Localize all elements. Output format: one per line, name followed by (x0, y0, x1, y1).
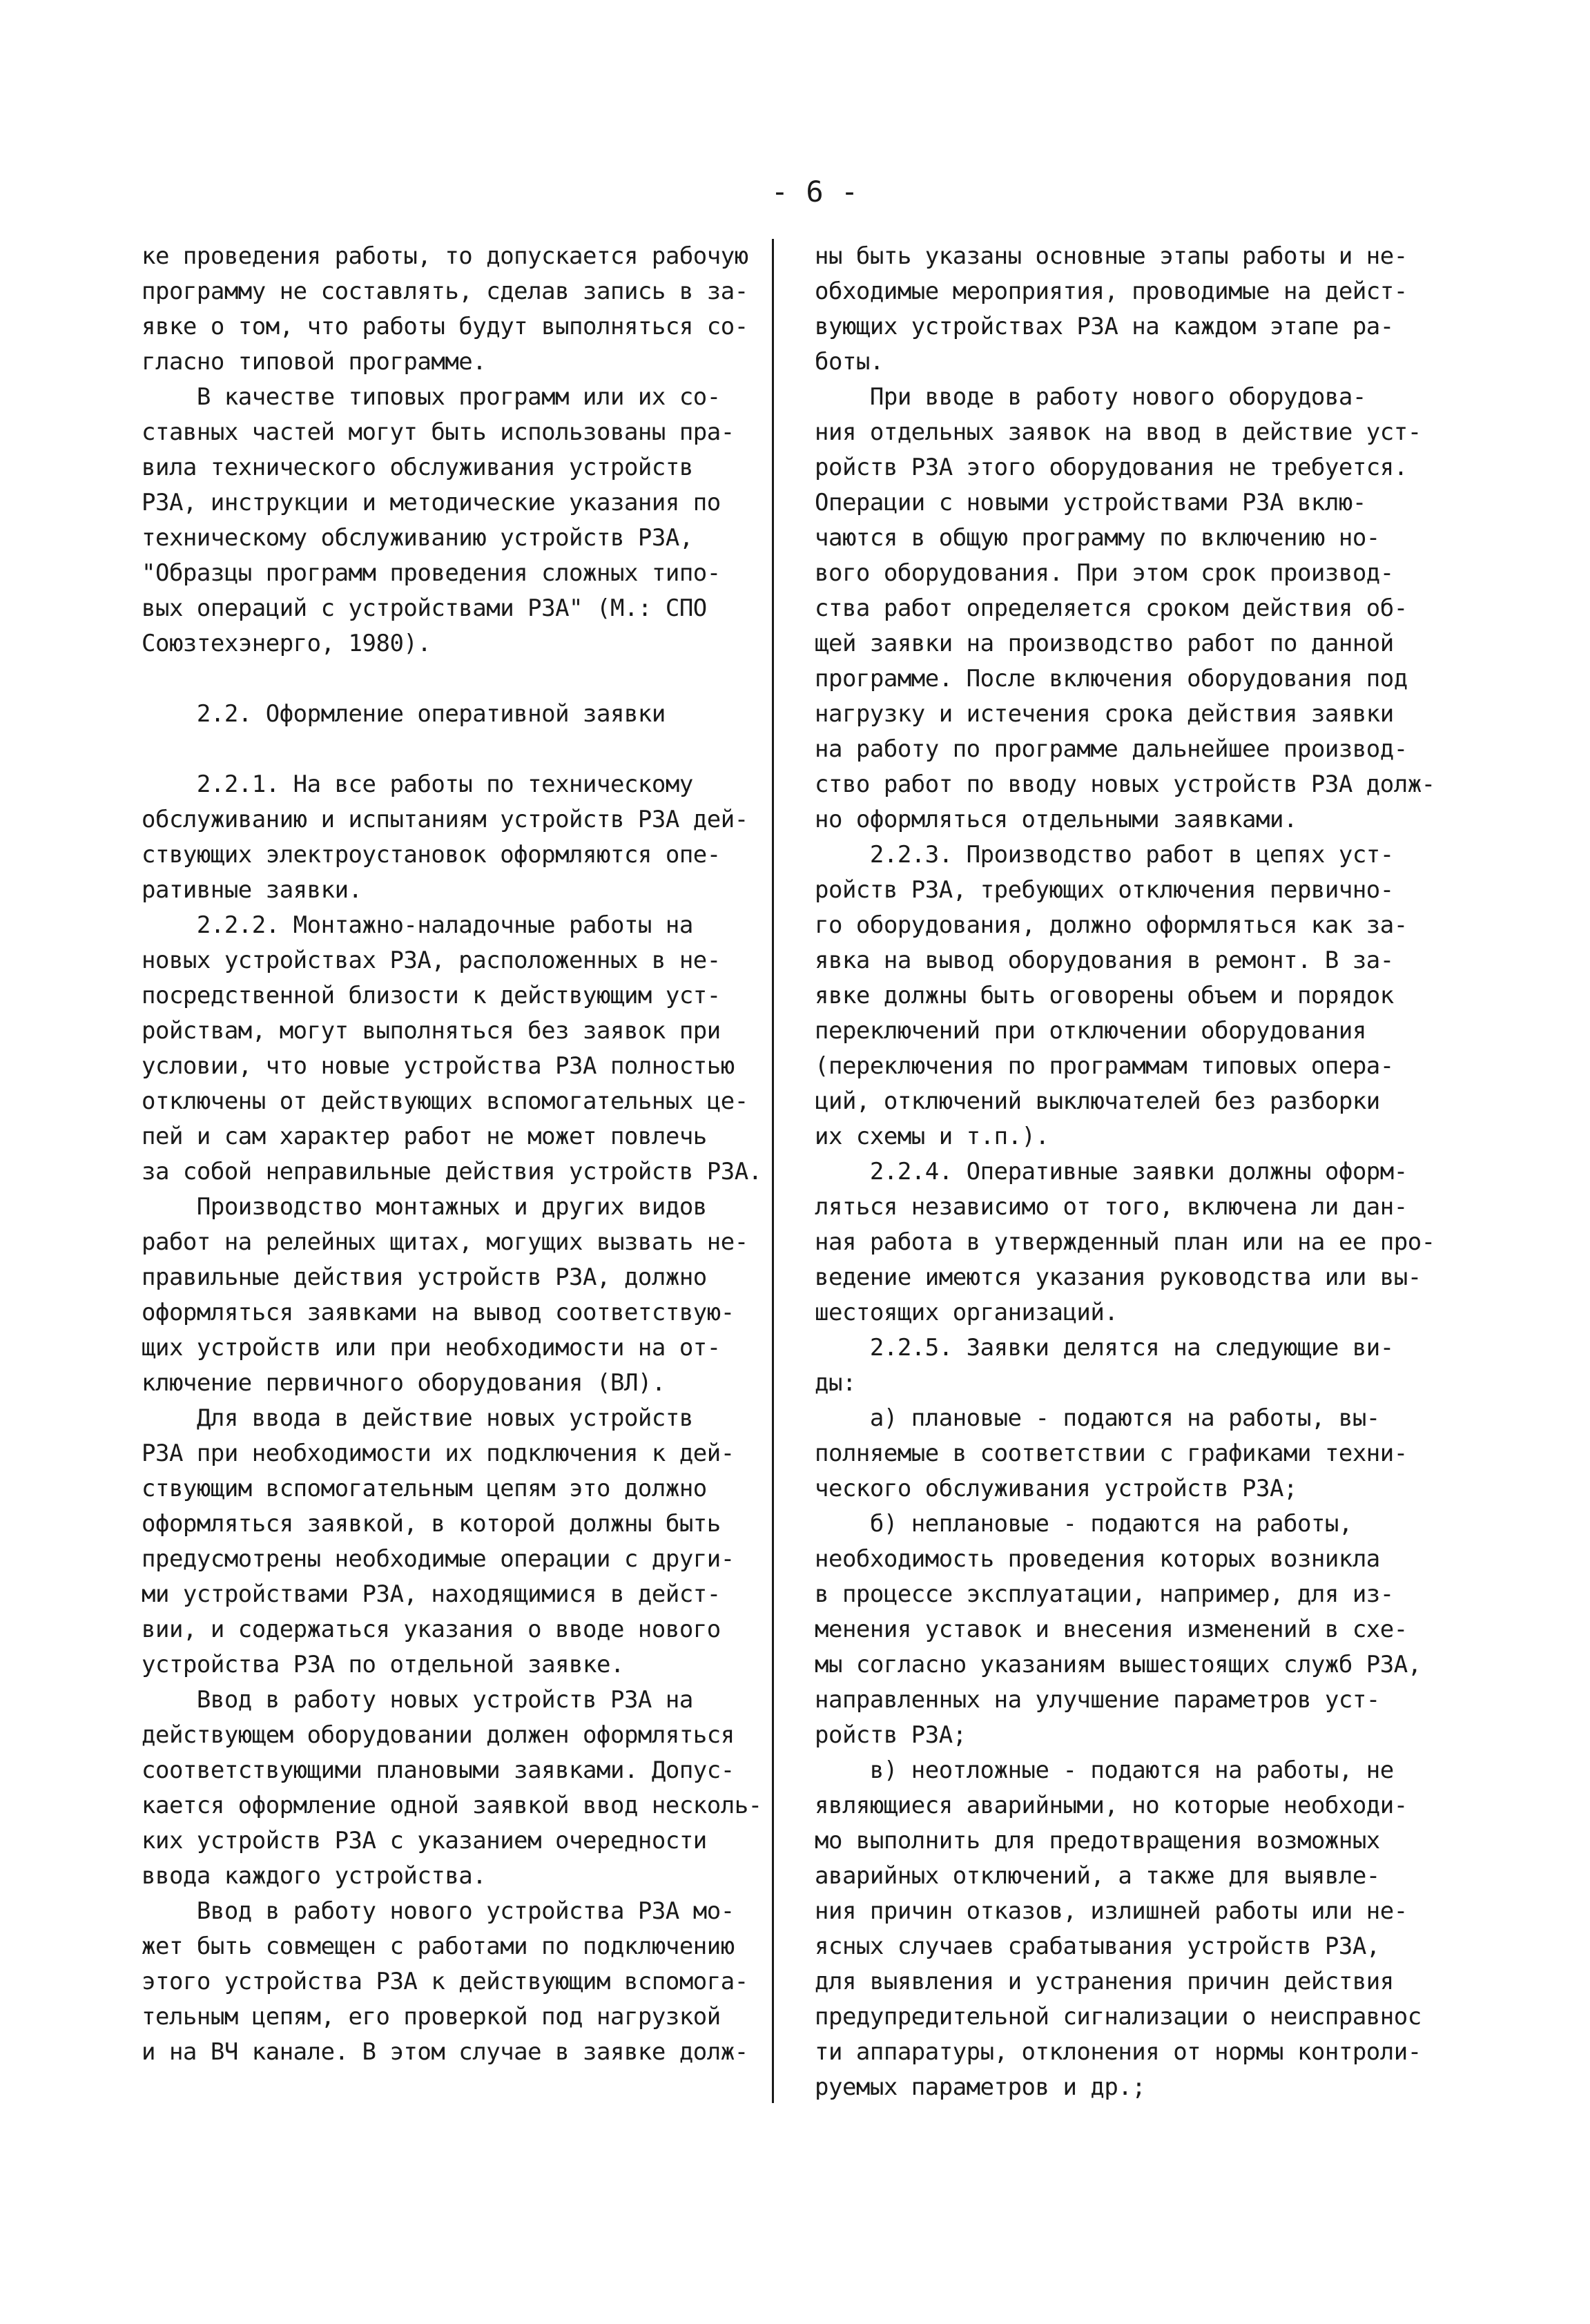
text-line: предупредительной сигнализации о неисправнос (815, 2003, 1422, 2031)
text-line: ций, отключений выключателей без разборки (815, 1087, 1380, 1115)
text-line: ройств РЗА, требующих отключения первично- (815, 876, 1394, 904)
text-line: пей и сам характер работ не может повлечь (142, 1123, 707, 1150)
text-line: направленных на улучшение параметров уст- (815, 1686, 1380, 1714)
text-line: обходимые мероприятия, проводимые на дейст- (815, 278, 1408, 305)
text-line: работ на релейных щитах, могущих вызвать не- (142, 1228, 748, 1256)
text-line: нагрузку и истечения срока действия заявки (815, 700, 1394, 728)
text-line: ративные заявки. (142, 876, 362, 904)
text-line: Операции с новыми устройствами РЗА вклю- (815, 489, 1366, 516)
text-line: ная работа в утвержденный план или на ее про- (815, 1228, 1435, 1256)
text-line: чаются в общую программу по включению но- (815, 524, 1380, 552)
text-line: гласно типовой программе. (142, 348, 487, 376)
text-line: 2.2.1. На все работы по техническому (142, 771, 693, 798)
text-line: кается оформление одной заявкой ввод несколь- (142, 1792, 762, 1819)
text-line: 2.2.2. Монтажно-наладочные работы на (142, 911, 693, 939)
text-line: ти аппаратуры, отклонения от нормы контроли- (815, 2038, 1422, 2066)
text-line: го оборудования, должно оформляться как за- (815, 911, 1408, 939)
text-line: новых устройствах РЗА, расположенных в не- (142, 947, 721, 974)
text-line: действующем оборудовании должен оформляться (142, 1721, 735, 1749)
text-line: аварийных отключений, а также для выявле- (815, 1862, 1380, 1890)
text-line: В качестве типовых программ или их со- (142, 383, 721, 411)
text-line: оформляться заявками на вывод соответствую- (142, 1299, 735, 1326)
text-line: необходимость проведения которых возникла (815, 1545, 1380, 1573)
text-line: менения уставок и внесения изменений в схе- (815, 1616, 1408, 1643)
text-line: в процессе эксплуатации, например, для из- (815, 1580, 1394, 1608)
text-line: ды: (815, 1369, 856, 1397)
text-line: РЗА, инструкции и методические указания по (142, 489, 721, 516)
text-line: отключены от действующих вспомогательных це- (142, 1087, 748, 1115)
text-line: явка на вывод оборудования в ремонт. В за- (815, 947, 1394, 974)
text-line: 2.2.3. Производство работ в цепях уст- (815, 841, 1394, 869)
text-line: переключений при отключении оборудования (815, 1017, 1366, 1045)
text-line: их схемы и т.п.). (815, 1123, 1049, 1150)
text-line: оформляться заявкой, в которой должны быть (142, 1510, 721, 1538)
text-line: ства работ определяется сроком действия об- (815, 594, 1408, 622)
text-line: ствующим вспомогательным цепям это должно (142, 1475, 707, 1502)
text-line: ческого обслуживания устройств РЗА; (815, 1475, 1297, 1502)
text-line: явке о том, что работы будут выполняться со- (142, 313, 748, 340)
text-line: ройств РЗА этого оборудования не требуется. (815, 454, 1408, 481)
text-line: мы согласно указаниям вышестоящих служб РЗА, (815, 1651, 1422, 1678)
text-line: соответствующими плановыми заявками. Допус- (142, 1756, 735, 1784)
text-line: обслуживанию и испытаниям устройств РЗА дей- (142, 806, 748, 833)
text-line: б) неплановые - подаются на работы, (815, 1510, 1353, 1538)
text-line: шестоящих организаций. (815, 1299, 1118, 1326)
text-line: "Образцы программ проведения сложных типо- (142, 559, 721, 587)
text-line: ство работ по вводу новых устройств РЗА долж- (815, 771, 1435, 798)
text-line: но оформляться отдельными заявками. (815, 806, 1297, 833)
text-line: ключение первичного оборудования (ВЛ). (142, 1369, 666, 1397)
text-line: жет быть совмещен с работами по подключению (142, 1933, 735, 1960)
left-column (142, 239, 763, 2070)
text-line: ствующих электроустановок оформляются опе- (142, 841, 721, 869)
page-number: - 6 - (770, 175, 859, 209)
text-line: руемых параметров и др.; (815, 2073, 1146, 2101)
text-line: щей заявки на производство работ по данной (815, 630, 1394, 657)
text-line: ввода каждого устройства. (142, 1862, 487, 1890)
text-line: Ввод в работу нового устройства РЗА мо- (142, 1897, 735, 1925)
text-line: вого оборудования. При этом срок производ- (815, 559, 1394, 587)
text-line: в) неотложные - подаются на работы, не (815, 1756, 1394, 1784)
text-line: предусмотрены необходимые операции с други- (142, 1545, 735, 1573)
text-line: вых операций с устройствами РЗА" (М.: СПО (142, 594, 707, 622)
text-line: явке должны быть оговорены объем и порядок (815, 982, 1394, 1009)
text-line: При вводе в работу нового оборудова- (815, 383, 1366, 411)
text-line: ния причин отказов, излишней работы или не- (815, 1897, 1408, 1925)
text-line: 2.2. Оформление оперативной заявки (142, 700, 666, 728)
text-line: боты. (815, 348, 884, 376)
text-line: вии, и содержаться указания о вводе нового (142, 1616, 721, 1643)
text-line: 2.2.4. Оперативные заявки должны оформ- (815, 1158, 1408, 1185)
text-line: ния отдельных заявок на ввод в действие уст- (815, 418, 1422, 446)
text-line: щих устройств или при необходимости на от- (142, 1334, 721, 1362)
text-line: мо выполнить для предотвращения возможных (815, 1827, 1380, 1855)
text-line: (переключения по программам типовых опера- (815, 1052, 1394, 1080)
text-line: устройства РЗА по отдельной заявке. (142, 1651, 624, 1678)
text-line: Союзтехэнерго, 1980). (142, 630, 432, 657)
text-line: ставных частей могут быть использованы пра- (142, 418, 735, 446)
text-line: Производство монтажных и других видов (142, 1193, 707, 1221)
text-line: за собой неправильные действия устройств РЗА. (142, 1158, 762, 1185)
text-line: ке проведения работы, то допускается рабочую (142, 242, 748, 270)
text-line (142, 732, 763, 767)
text-line: а) плановые - подаются на работы, вы- (815, 1404, 1380, 1432)
text-line: Для ввода в действие новых устройств (142, 1404, 693, 1432)
column-divider (772, 239, 774, 2103)
text-line: являющиеся аварийными, но которые необходи- (815, 1792, 1408, 1819)
text-line: ких устройств РЗА с указанием очередности (142, 1827, 707, 1855)
text-line: ны быть указаны основные этапы работы и не- (815, 242, 1408, 270)
text-line: РЗА при необходимости их подключения к дей- (142, 1440, 735, 1467)
text-line: условии, что новые устройства РЗА полностью (142, 1052, 735, 1080)
text-line: вующих устройствах РЗА на каждом этапе ра- (815, 313, 1394, 340)
right-column (815, 239, 1457, 2105)
text-line: ляться независимо от того, включена ли дан- (815, 1193, 1408, 1221)
text-line (142, 661, 763, 697)
text-line: полняемые в соответствии с графиками техни- (815, 1440, 1408, 1467)
text-line: правильные действия устройств РЗА, должно (142, 1263, 707, 1291)
text-line: ведение имеются указания руководства или вы- (815, 1263, 1422, 1291)
text-line: посредственной близости к действующим уст- (142, 982, 721, 1009)
text-line: 2.2.5. Заявки делятся на следующие ви- (815, 1334, 1394, 1362)
text-line: тельным цепям, его проверкой под нагрузкой (142, 2003, 721, 2031)
text-line: на работу по программе дальнейшее производ- (815, 735, 1408, 763)
text-line: ройствам, могут выполняться без заявок при (142, 1017, 721, 1045)
text-line: ясных случаев срабатывания устройств РЗА, (815, 1933, 1380, 1960)
text-line: для выявления и устранения причин действия (815, 1968, 1394, 1995)
text-line: Ввод в работу новых устройств РЗА на (142, 1686, 693, 1714)
text-line: программу не составлять, сделав запись в за- (142, 278, 748, 305)
text-line: ройств РЗА; (815, 1721, 967, 1749)
text-line: вила технического обслуживания устройств (142, 454, 693, 481)
text-line: этого устройства РЗА к действующим вспомога- (142, 1968, 748, 1995)
text-line: программе. После включения оборудования под (815, 665, 1408, 693)
text-line: техническому обслуживанию устройств РЗА, (142, 524, 693, 552)
text-line: ми устройствами РЗА, находящимися в дейст- (142, 1580, 721, 1608)
text-line: и на ВЧ канале. В этом случае в заявке долж- (142, 2038, 748, 2066)
